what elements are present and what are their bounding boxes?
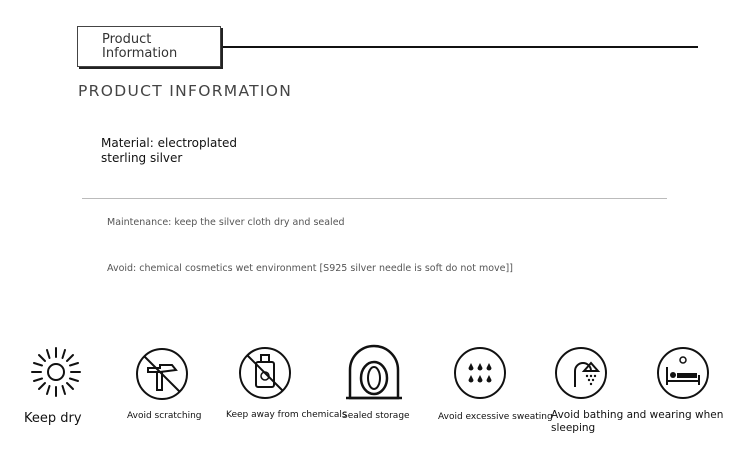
care-label-avoid-scratching: Avoid scratching xyxy=(127,411,202,421)
material-text xyxy=(101,136,237,166)
care-label-avoid-sweating: Avoid excessive sweating xyxy=(438,412,553,422)
care-label-keep-away-chemicals: Keep away from chemicals xyxy=(226,410,347,420)
sealed-storage-icon xyxy=(344,344,404,402)
sun-icon xyxy=(28,344,84,400)
section-title: PRODUCT INFORMATION xyxy=(78,82,293,100)
maintenance-note: Maintenance: keep the silver cloth dry and sealed xyxy=(107,217,345,228)
no-chemicals-icon xyxy=(237,345,293,401)
bed-sleep-icon xyxy=(655,345,711,401)
product-information-tag xyxy=(77,26,221,67)
sweat-drops-icon xyxy=(452,345,508,401)
care-label-keep-dry: Keep dry xyxy=(24,411,82,426)
avoid-note: Avoid: chemical cosmetics wet environment [S925 silver needle is soft do not move]] xyxy=(107,263,513,274)
material-line-2: sterling silver xyxy=(101,151,183,165)
no-scratch-icon xyxy=(134,346,190,402)
care-label-avoid-bathing-sleeping: Avoid bathing and wearing when sleeping xyxy=(551,409,724,434)
header-rule xyxy=(223,46,698,48)
tag-line-1: Product xyxy=(102,32,152,47)
material-line-1: Material: electroplated xyxy=(101,136,238,150)
tag-line-2: Information xyxy=(102,46,178,61)
shower-icon xyxy=(553,345,609,401)
divider xyxy=(82,198,667,199)
care-label-sealed-storage: Sealed storage xyxy=(342,411,410,421)
